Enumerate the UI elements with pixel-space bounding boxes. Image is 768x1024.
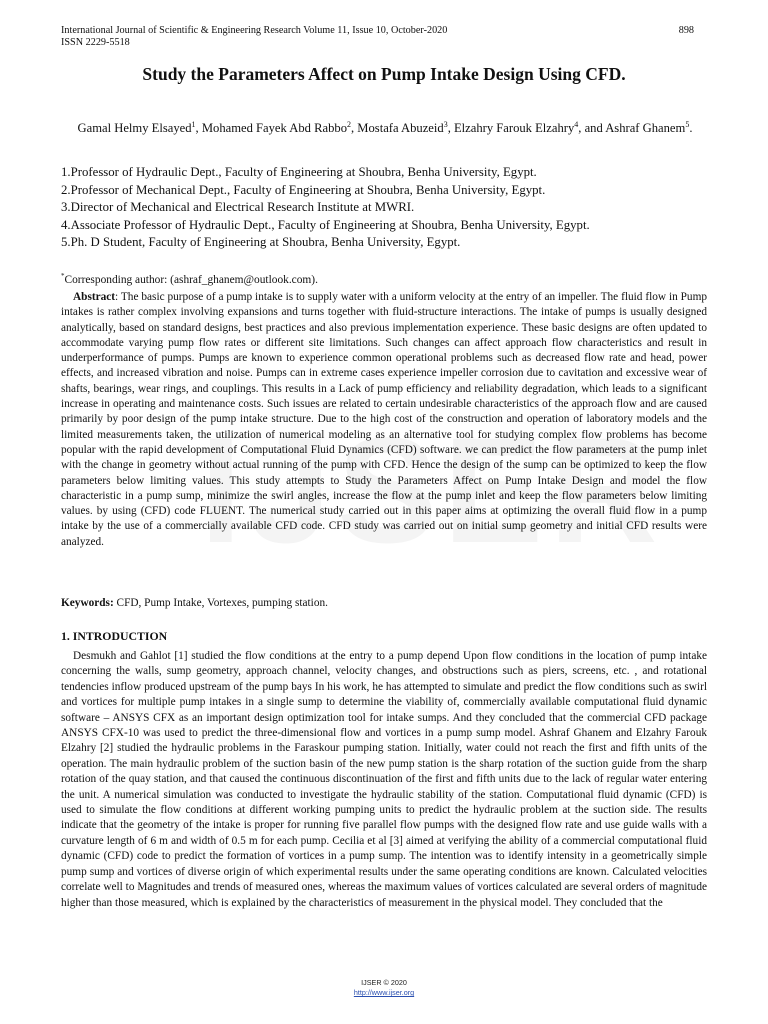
corresponding-text: Corresponding author: (ashraf_ghanem@outlook.com).: [64, 273, 318, 286]
author-sup: 2: [347, 120, 351, 129]
author-sup: 4: [574, 120, 579, 129]
author-name: Gamal Helmy Elsayed: [77, 121, 192, 136]
affiliation-item: 3.Director of Mechanical and Electrical Research Institute at MWRI.: [61, 200, 415, 215]
introduction-text: Desmukh and Gahlot [1] studied the flow conditions at the entry to a pump depend Upon flow conditions in the location of pump intake concerning the walls, sump geometry, approach channel, velocity changes, and obstructions such as piers, screens, etc. , and rotational tendencies inflow produced upstream of the pump bays In his work, he has attempted to simulate and predict the flow conditions such as swirl and vortices for multiple pump intakes in a single sump to determine the viability of, commercially available computational fluid dynamic software – ANSYS CFX as an important design optimization tool for intake sumps. And they concluded that the commercial CFD package ANSYS CFX-10 was used to predict the three-dimensional flow and vortices in a pump sump model. Ashraf Ghanem and Elzahry Farouk Elzahry [2] studied the hydraulic problems in the Faraskour pumping station. Initially, water could not reach the first and fifth units of the operation. The main hydraulic problem of the suction basin of the new pump station is the sharp rotation of the suction guide from the sharp rotation of the quay station, and that caused the continuous discontinuation of the first and fifth units due to the lack of regular water entering the unit. A numerical simulation was conducted to investigate the hydraulic stability of the station. Computational fluid dynamic (CFD) is used to simulate the flow conditions at different working pumping units to predict the hydraulic problem at the suction side. The results indicate that the geometry of the intake is proper for running five parallel flow pumps with the designed flow rate and use guide walls with a curvature length of 6 m and width of 0.5 m for each pump. Cecilia et al [3] aimed at verifying the ability of a commercial computational fluid dynamic (CFD) code to predict the formation of vortices in a pump sump. The intention was to identify intensity in a geometrically simple pump sump and vortices of diverse origin of which experimental results under the same operating conditions are known. Calculated velocities correlate well to Magnitudes and trends of measured ones, whereas the maximum values of vortices calculated are several orders of magnitude higher than those measured, which is explained by the characteristics of measurement in the physical model. They concluded that the: [61, 650, 707, 909]
author-name: Mohamed Fayek Abd Rabbo: [201, 121, 347, 136]
affiliation-item: 1.Professor of Hydraulic Dept., Faculty of Engineering at Shoubra, Benha University, Egypt.: [61, 165, 537, 179]
author-name: and Ashraf Ghanem: [584, 121, 686, 136]
affiliation-list: [61, 164, 721, 252]
keywords-line: [61, 597, 328, 609]
corresponding-mark: *: [61, 272, 65, 280]
footer-url-link[interactable]: http://www.ijser.org: [353, 988, 415, 997]
page-number: 898: [678, 25, 694, 36]
author-sup: 1: [191, 120, 196, 129]
corresponding-author: [61, 272, 318, 286]
running-header-issn: ISSN 2229-5518: [61, 37, 130, 48]
affiliation-item: 4.Associate Professor of Hydraulic Dept., Faculty of Engineering at Shoubra, Benha University, Egypt.: [61, 217, 590, 232]
keywords-label: Keywords:: [61, 597, 114, 609]
author-list: Gamal Helmy Elsayed$^1$, Mohamed Fayek Abd Rabbo$^2$, Mostafa Abuzeid$^3$, Elzahry Farouk Elzahry$^4$, and Ashraf Ghanem$^5$.: [77, 120, 693, 136]
author-sup: 5: [685, 120, 690, 129]
abstract-label: Abstract: [73, 291, 116, 303]
author-name: Elzahry Farouk Elzahry: [453, 121, 575, 136]
abstract-paragraph: Abstract: The basic purpose of a pump intake is to supply water with a uniform velocity at the entry of an impeller. The fluid flow in Pump intakes is rather complex involving expansions and turns together with fluid-structure interactions. The intake of pumps is usually designed analytically, based on standard designs, best practices and also previous implementation experience. These basic designs are often updated to accommodate varying pump flow rates or different site limitations. Such changes can affect approach flow characteristics and result in underperformance of pumps. Pumps are known to experience common operational problems such as decreased flow rate and head, power effects, and increased vibration and noise. Pumps can in extreme cases experience impeller corrosion due to cavitation and excessive wear of shafts, bearings, wear rings, and couplings. This results in a Lack of pump efficiency and reliability degradation, which leads to a significant increase in operating and maintenance costs. Such issues are related to certain undesirable characteristics of the approach flow and are caused primarily by poor design of the pump intake structure. Due to the high cost of the construction and operation of laboratory models and the limited measurements taken, the utilization of numerical modeling as an alternative tool for studying complex flow problems has become popular with the rapid development of Computational Fluid Dynamics (CFD) software. we can predict the flow parameters at the pump inlet with the change in geometry without actual running of the pump with CFD. Hence the design of the sump can be optimized to keep the flow parameters below limiting values. This study attempts to Study the Parameters Affect on Pump Intake Design and model the flow characteristic in a pump sump, minimize the swirl angles, increase the flow at the pump inlet and keep the flow parameters below limiting values. by using (CFD) code FLUENT. The numerical study carried out in this paper aims at optimizing the overall fluid flow in a pump intake by the use of a commercially available CFD code. CFD study was carried out on initial sump geometry and initial CFD results were analyzed.: [61, 291, 708, 548]
abstract-text: The basic purpose of a pump intake is to supply water with a uniform velocity at the entry of an impeller. The fluid flow in Pump intakes is rather complex involving expansions and turns together with fluid-structure interactions. The intake of pumps is usually designed analytically, based on standard designs, best practices and also previous implementation experience. These basic designs are often updated to accommodate varying pump flow rates or different site limitations. Such changes can affect approach flow characteristics and result in underperformance of pumps. Pumps are known to experience common operational problems such as decreased flow rate and head, power effects, and increased vibration and noise. Pumps can in extreme cases experience impeller corrosion due to cavitation and excessive wear of shafts, bearings, wear rings, and couplings. This results in a Lack of pump efficiency and reliability degradation, which leads to a significant increase in operating and maintenance costs. Such issues are related to certain undesirable characteristics of the approach flow and are caused primarily by poor design of the pump intake structure. Due to the high cost of the construction and operation of laboratory models and the limited measurements taken, the utilization of numerical modeling as an alternative tool for studying complex flow problems has become popular with the rapid development of Computational Fluid Dynamics (CFD) software. we can predict the flow parameters at the pump inlet with the change in geometry without actual running of the pump with CFD. Hence the design of the sump can be optimized to keep the flow parameters below limiting values. This study attempts to Study the Parameters Affect on Pump Intake Design and model the flow characteristic in a pump sump, minimize the swirl angles, increase the flow at the pump inlet and keep the flow parameters below limiting values. by using (CFD) code FLUENT. The numerical study carried out in this paper aims at optimizing the overall fluid flow in a pump intake by the use of a commercially available CFD code. CFD study was carried out on initial sump geometry and initial CFD results were analyzed.: [61, 291, 708, 548]
footer-copyright: IJSER © 2020: [361, 978, 407, 987]
author-sup: 3: [443, 120, 448, 129]
section-heading: 1. INTRODUCTION: [61, 629, 168, 643]
footer-link-wrap: [0, 988, 768, 997]
keywords-text: CFD, Pump Intake, Vortexes, pumping station.: [116, 597, 328, 609]
introduction-paragraph: [61, 649, 707, 911]
author-name: Mostafa Abuzeid: [357, 121, 444, 136]
affiliation-item: 2.Professor of Mechanical Dept., Faculty of Engineering at Shoubra, Benha University, Egypt.: [61, 182, 546, 197]
running-header-journal: International Journal of Scientific & Engineering Research Volume 11, Issue 10, October-2020: [61, 25, 448, 36]
affiliation-item: 5.Ph. D Student, Faculty of Engineering at Shoubra, Benha University, Egypt.: [61, 235, 461, 250]
paper-title: Study the Parameters Affect on Pump Intake Design Using CFD.: [142, 64, 626, 84]
